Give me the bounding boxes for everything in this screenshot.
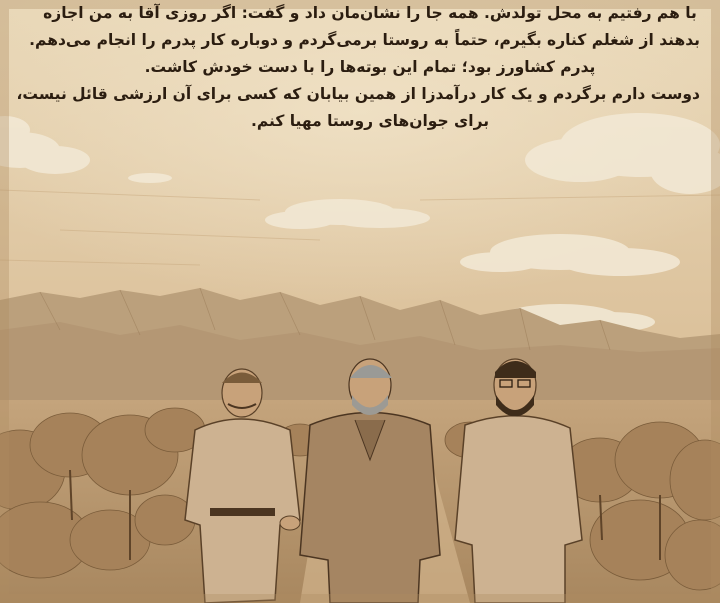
quote-line: بدهند از شغلم کناره بگیرم، حتماً به روستا برمی‌گردم و دوباره کار پدرم را انجام می‌دهم. [29,31,700,49]
quote-line: پدرم کشاورز بود؛ تمام این بوته‌ها را با دست خودش کاشت. [144,58,596,76]
quote-line: دوست دارم برگردم و یک کار درآمدزا از همین بیابان که کسی برای آن ارزشی قائل نیست، [16,85,700,103]
quote-line: با هم رفتیم به محل تولدش. همه جا را نشان‌مان داد و گفت: اگر روزی آقا به من اجازه [43,4,697,22]
quote-text [16,0,700,135]
held-hands [280,516,300,530]
quote-line: برای جوان‌های روستا مهیا کنم. [250,112,490,130]
cloud-small [128,173,172,183]
